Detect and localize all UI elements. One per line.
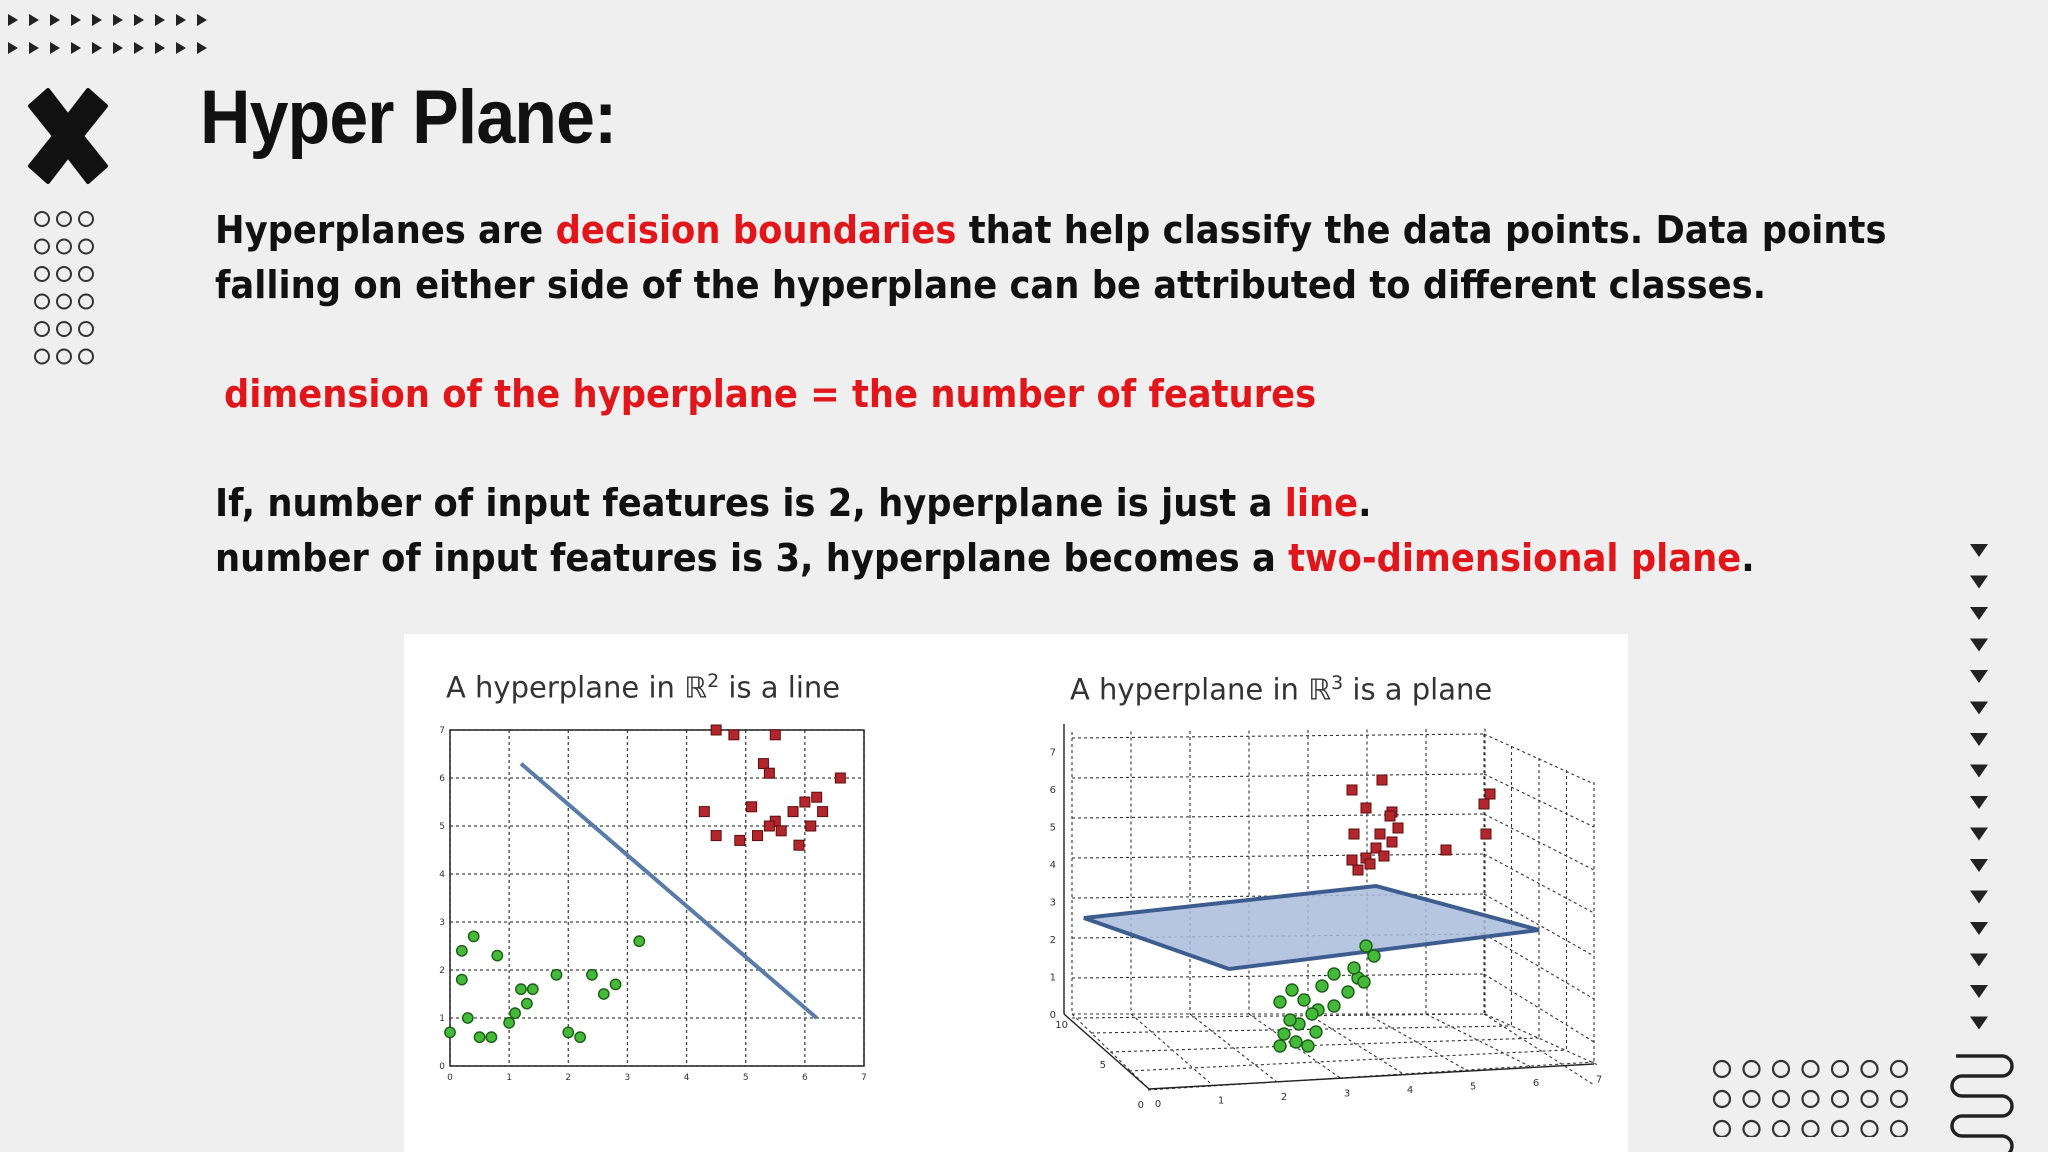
chart-3d: [1034, 724, 1614, 1144]
class-a-point: [764, 768, 774, 778]
class-a-point: [1347, 785, 1357, 795]
class-b-point: [1302, 1040, 1314, 1052]
class-b-point: [1274, 1040, 1286, 1052]
class-b-point: [1298, 994, 1310, 1006]
triangle-icon: [29, 14, 39, 26]
grid-line-back: [1072, 734, 1484, 738]
def-highlight: decision boundaries: [555, 208, 957, 252]
class-b-point: [587, 970, 597, 980]
circle-dot-icon: [1773, 1091, 1789, 1107]
circle-dot-icon: [57, 212, 71, 226]
x-tick-label: 4: [1406, 1085, 1414, 1096]
circle-dot-icon: [1803, 1121, 1819, 1137]
triangle-icon: [50, 14, 60, 26]
triangle-icon: [176, 14, 186, 26]
y-tick-label: 5: [439, 822, 445, 832]
class-a-point: [1479, 799, 1489, 809]
circle-dot-icon: [35, 322, 49, 336]
circle-dot-icon: [57, 322, 71, 336]
class-b-point: [528, 984, 538, 994]
grid-line-back: [1072, 974, 1484, 978]
class-a-point: [770, 730, 780, 740]
circle-dot-icon: [79, 212, 93, 226]
class-b-point: [1310, 1026, 1322, 1038]
grid-line-back: [1072, 814, 1484, 818]
grid-line-side: [1484, 974, 1594, 1042]
triangle-icon: [134, 14, 144, 26]
class-a-point: [1387, 837, 1397, 847]
circle-dot-icon: [1714, 1121, 1730, 1137]
circle-dot-icon: [1832, 1121, 1848, 1137]
down-triangle-icon: [1970, 670, 1988, 683]
class-a-point: [1485, 789, 1495, 799]
class-b-point: [457, 974, 467, 984]
fig1-title-sup: 2: [707, 670, 720, 692]
class-b-point: [1360, 940, 1372, 952]
class-a-point: [788, 807, 798, 817]
class-b-point: [551, 970, 561, 980]
fig2-title-R: ℝ: [1308, 672, 1332, 707]
circle-dot-icon: [1891, 1091, 1907, 1107]
x-axis: [1149, 1064, 1594, 1089]
class-a-point: [800, 797, 810, 807]
triangle-icon: [71, 42, 81, 54]
class-b-point: [1368, 950, 1380, 962]
z-tick-label: 2: [1049, 935, 1056, 946]
down-triangle-icon: [1970, 796, 1988, 809]
grid-line-back: [1072, 854, 1484, 858]
x-tick-label: 1: [506, 1073, 513, 1083]
def-text-a: Hyperplanes are: [215, 208, 556, 252]
class-a-point: [758, 759, 768, 769]
z-tick-label: 5: [1049, 822, 1056, 834]
circle-dot-icon: [1862, 1121, 1878, 1137]
class-b-point: [1316, 980, 1328, 992]
fig2-title: [1070, 672, 1492, 707]
triangle-icon: [197, 14, 207, 26]
circle-dot-icon: [1744, 1121, 1760, 1137]
class-a-point: [835, 773, 845, 783]
class-a-point: [747, 802, 757, 812]
class-b-point: [504, 1018, 514, 1028]
circle-dot-icon: [79, 350, 93, 364]
triangle-icon: [92, 42, 102, 54]
triangle-icon: [29, 42, 39, 54]
x-tick-label: 3: [624, 1073, 631, 1083]
circle-dot-icon: [1862, 1061, 1878, 1077]
triangle-icon: [134, 42, 144, 54]
down-triangle-icon: [1970, 828, 1988, 841]
class-a-point: [735, 835, 745, 845]
fig2-title-sup: 3: [1331, 672, 1344, 694]
class-a-point: [818, 807, 828, 817]
circle-dot-icon: [57, 350, 71, 364]
class-b-point: [486, 1032, 496, 1042]
fig1-title: [446, 670, 840, 705]
class-b-point: [610, 979, 620, 989]
circle-dot-icon: [57, 267, 71, 281]
fig1-title-a: A hyperplane in: [446, 670, 685, 705]
class-a-point: [1347, 855, 1357, 865]
class-b-point: [516, 984, 526, 994]
class-b-point: [510, 1008, 520, 1018]
depth-tick-label: 5: [1099, 1060, 1106, 1071]
y-tick-label: 0: [439, 1062, 445, 1072]
down-triangle-icon: [1970, 985, 1988, 998]
circle-dot-icon: [1773, 1061, 1789, 1077]
figure-panel: [404, 634, 1628, 1152]
down-triangle-icon: [1970, 607, 1988, 620]
class-a-point: [1393, 823, 1403, 833]
circle-dot-icon: [1714, 1091, 1730, 1107]
circle-dot-icon: [79, 240, 93, 254]
class-b-point: [1278, 1028, 1290, 1040]
triangle-icon: [8, 14, 18, 26]
class-a-point: [764, 821, 774, 831]
class-a-point: [1353, 865, 1363, 875]
grid-line-side: [1484, 934, 1594, 999]
fig2-title-b: is a plane: [1343, 672, 1493, 707]
down-triangle-icon: [1970, 639, 1988, 652]
down-triangle-icon: [1970, 576, 1988, 589]
triangle-icon: [113, 14, 123, 26]
triangle-icon: [155, 42, 165, 54]
down-triangle-icon: [1970, 765, 1988, 778]
x-tick-label: 1: [1217, 1095, 1225, 1107]
class-a-point: [806, 821, 816, 831]
class-b-point: [1358, 976, 1370, 988]
x-tick-label: 0: [447, 1073, 453, 1083]
depth-tick-label: 10: [1055, 1020, 1068, 1031]
down-triangle-icon: [1970, 733, 1988, 746]
down-triangle-icon: [1970, 891, 1988, 904]
class-a-point: [1365, 859, 1375, 869]
triangle-icon: [8, 42, 18, 54]
y-tick-label: 7: [439, 726, 445, 736]
circle-dot-icon: [1803, 1061, 1819, 1077]
class-a-point: [1349, 829, 1359, 839]
class-a-point: [1379, 851, 1389, 861]
circle-dot-icon: [35, 350, 49, 364]
y-tick-label: 3: [439, 918, 445, 928]
grid-line-back: [1072, 1014, 1484, 1018]
def-text-b: that help classify the data points. Data points: [956, 208, 1887, 252]
circle-dot-icon: [1832, 1061, 1848, 1077]
down-triangle-icon: [1970, 702, 1988, 715]
grid-line-back: [1072, 774, 1484, 778]
down-triangle-icon: [1970, 1017, 1988, 1030]
circle-dot-icon: [1744, 1061, 1760, 1077]
triangle-icon: [113, 42, 123, 54]
circle-grid-right: [1712, 1057, 1932, 1137]
class-b-point: [468, 931, 478, 941]
class-b-point: [563, 1027, 573, 1037]
class-a-point: [711, 725, 721, 735]
down-triangle-icon: [1970, 922, 1988, 935]
circle-dot-icon: [35, 295, 49, 309]
fig1-title-b: is a line: [719, 670, 841, 705]
circle-dot-icon: [1744, 1091, 1760, 1107]
class-b-point: [599, 989, 609, 999]
triangle-icon: [155, 14, 165, 26]
class-b-point: [1274, 996, 1286, 1008]
down-triangle-column: [1966, 540, 1996, 1040]
case-3-text: number of input features is 3, hyperplane becomes a: [215, 536, 1289, 580]
circle-dot-icon: [79, 295, 93, 309]
class-a-point: [812, 792, 822, 802]
class-b-point: [1348, 962, 1360, 974]
feature-cases: [215, 476, 1755, 586]
x-tick-label: 5: [1469, 1081, 1477, 1093]
class-a-point: [794, 840, 804, 850]
circle-dot-icon: [1773, 1121, 1789, 1137]
x-tick-label: 6: [801, 1073, 808, 1083]
z-tick-label: 3: [1049, 897, 1056, 909]
triangle-icon: [50, 42, 60, 54]
class-a-point: [729, 730, 739, 740]
triangle-icon: [176, 42, 186, 54]
grid-line-floor-depth: [1110, 1038, 1539, 1052]
down-triangle-icon: [1970, 954, 1988, 967]
hyperplane-definition: [215, 203, 1886, 313]
class-b-point: [1286, 984, 1298, 996]
circle-dot-icon: [79, 267, 93, 281]
class-a-point: [1385, 811, 1395, 821]
class-b-point: [1284, 1014, 1296, 1026]
circle-dot-icon: [35, 212, 49, 226]
y-tick-label: 1: [439, 1014, 445, 1024]
x-tick-label: 6: [1532, 1078, 1540, 1089]
circle-dot-icon: [35, 240, 49, 254]
class-b-point: [457, 946, 467, 956]
down-triangle-icon: [1970, 859, 1988, 872]
x-tick-label: 0: [1154, 1099, 1162, 1110]
class-b-point: [463, 1013, 473, 1023]
case-2-end: .: [1358, 481, 1372, 525]
class-a-point: [1375, 829, 1385, 839]
x-mark-icon: [18, 86, 118, 186]
class-b-point: [1306, 1008, 1318, 1020]
circle-grid-left: [30, 210, 110, 370]
def-text-line2: falling on either side of the hyperplane can be attributed to different classes.: [215, 263, 1767, 307]
squiggle-icon: [1942, 1052, 2022, 1152]
class-b-point: [445, 1027, 455, 1037]
hyperplane-line: [521, 764, 817, 1018]
class-b-point: [634, 936, 644, 946]
circle-dot-icon: [57, 295, 71, 309]
x-tick-label: 7: [1595, 1074, 1603, 1086]
circle-dot-icon: [1891, 1121, 1907, 1137]
y-tick-label: 2: [439, 966, 445, 976]
circle-dot-icon: [1862, 1091, 1878, 1107]
class-a-point: [1441, 845, 1451, 855]
x-tick-label: 3: [1343, 1088, 1351, 1100]
triangle-icon: [92, 14, 102, 26]
depth-tick-label: 0: [1137, 1100, 1144, 1111]
class-a-point: [776, 826, 786, 836]
dimension-rule: dimension of the hyperplane = the number of features: [224, 372, 1317, 416]
class-a-point: [753, 831, 763, 841]
z-tick-label: 4: [1049, 860, 1056, 871]
circle-dot-icon: [1714, 1061, 1730, 1077]
circle-dot-icon: [1891, 1061, 1907, 1077]
case-3-highlight: two-dimensional plane: [1288, 536, 1742, 580]
case-2-text: If, number of input features is 2, hyperplane is just a: [215, 481, 1285, 525]
class-b-point: [474, 1032, 484, 1042]
case-3-end: .: [1741, 536, 1755, 580]
circle-dot-icon: [57, 240, 71, 254]
class-b-point: [1328, 1000, 1340, 1012]
class-a-point: [699, 807, 709, 817]
down-triangle-icon: [1970, 544, 1988, 557]
class-a-point: [1377, 775, 1387, 785]
circle-dot-icon: [35, 267, 49, 281]
class-b-point: [492, 950, 502, 960]
class-b-point: [575, 1032, 585, 1042]
class-a-point: [711, 831, 721, 841]
x-tick-label: 2: [1280, 1092, 1288, 1103]
x-tick-label: 5: [742, 1073, 749, 1083]
z-tick-label: 6: [1049, 785, 1056, 796]
class-a-point: [1361, 803, 1371, 813]
grid-line-floor-depth: [1129, 1050, 1567, 1071]
class-a-point: [1481, 829, 1491, 839]
class-b-point: [1328, 968, 1340, 980]
class-b-point: [1342, 986, 1354, 998]
x-tick-label: 7: [861, 1073, 867, 1083]
slide-title: Hyper Plane:: [200, 75, 617, 160]
y-tick-label: 4: [439, 870, 445, 880]
circle-dot-icon: [79, 322, 93, 336]
z-tick-label: 7: [1049, 747, 1056, 759]
hyperplane-plane: [1084, 886, 1539, 969]
x-tick-label: 4: [683, 1073, 690, 1083]
case-2-highlight: line: [1284, 481, 1359, 525]
class-b-point: [1290, 1036, 1302, 1048]
circle-dot-icon: [1832, 1091, 1848, 1107]
triangle-icon: [197, 42, 207, 54]
class-b-point: [522, 998, 532, 1008]
triangle-row-icons: [6, 6, 226, 56]
fig1-title-R: ℝ: [684, 670, 708, 705]
chart-2d: [434, 724, 884, 1134]
z-tick-label: 0: [1049, 1010, 1056, 1021]
triangle-icon: [71, 14, 81, 26]
fig2-title-a: A hyperplane in: [1070, 672, 1309, 707]
x-tick-label: 2: [565, 1073, 572, 1083]
z-tick-label: 1: [1049, 972, 1056, 984]
y-tick-label: 6: [439, 774, 445, 784]
circle-dot-icon: [1803, 1091, 1819, 1107]
